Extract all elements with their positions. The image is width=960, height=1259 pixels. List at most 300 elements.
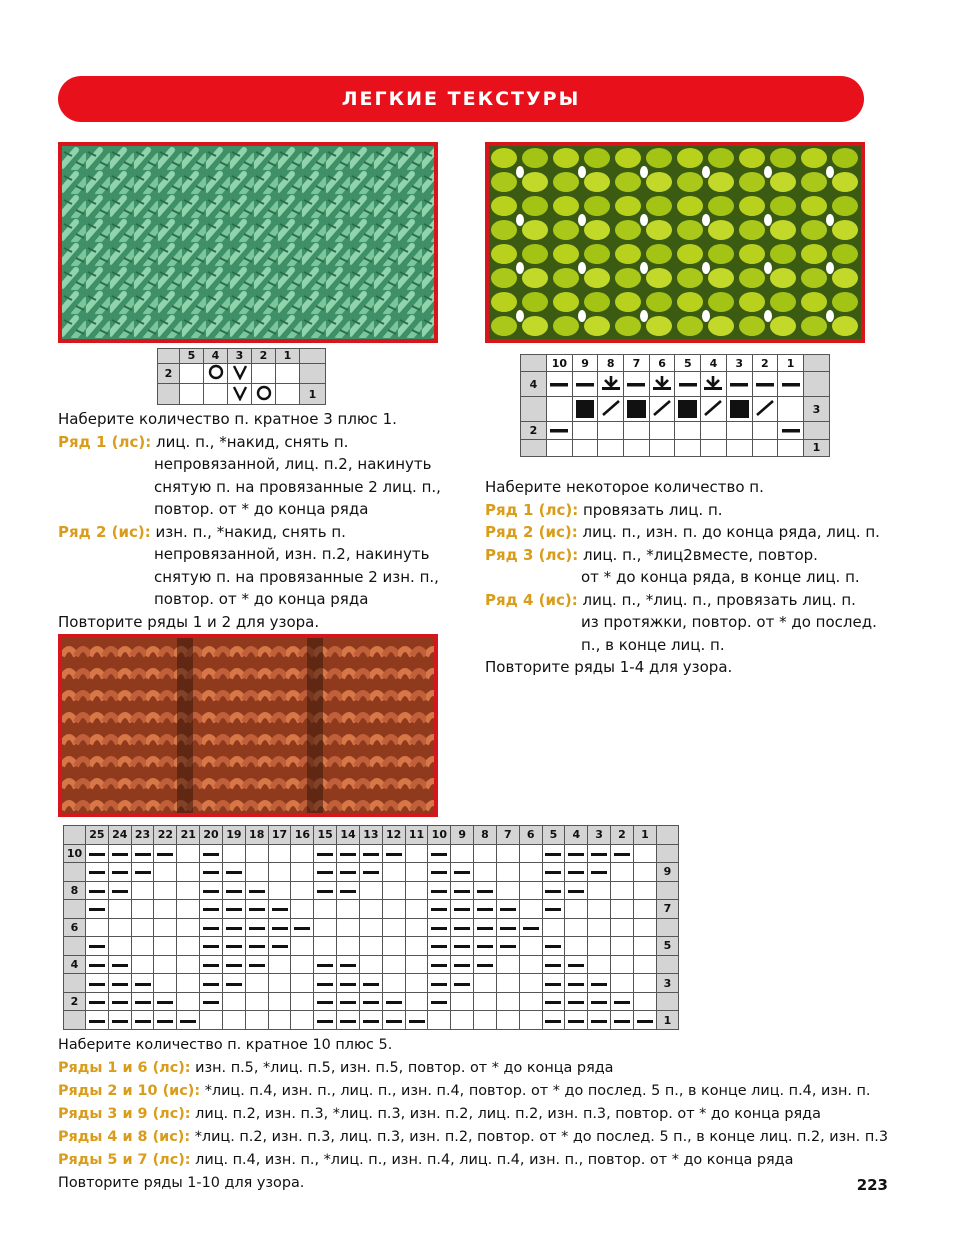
pattern1-repeat: Повторите ряды 1 и 2 для узора. bbox=[58, 612, 320, 631]
chart-cell bbox=[778, 439, 804, 456]
chart-cell bbox=[519, 881, 542, 900]
chart2-col-number: 7 bbox=[624, 355, 650, 372]
chart-cell bbox=[291, 1011, 314, 1030]
chart-cell bbox=[588, 900, 611, 919]
chart-cell bbox=[154, 881, 177, 900]
stitch-dash-symbol bbox=[474, 900, 497, 919]
chart3-row-label bbox=[657, 955, 679, 974]
chart3-row-label: 1 bbox=[657, 1011, 679, 1030]
stitch-dash-symbol bbox=[131, 974, 154, 993]
chart-cell bbox=[474, 863, 497, 882]
chart3-row-label: 8 bbox=[64, 881, 86, 900]
chart1-col-number: 4 bbox=[204, 349, 228, 364]
chart3-row-label bbox=[64, 900, 86, 919]
chart-cell bbox=[245, 992, 268, 1011]
chart2-col-number: 10 bbox=[547, 355, 573, 372]
stitch-dash-symbol bbox=[222, 900, 245, 919]
stitch-dash-symbol bbox=[565, 863, 588, 882]
stitch-dash-symbol bbox=[131, 1011, 154, 1030]
chart-cell bbox=[131, 881, 154, 900]
chart-cell bbox=[611, 900, 634, 919]
chart-cell bbox=[245, 974, 268, 993]
row-label: Ряды 2 и 10 (ис): bbox=[58, 1083, 201, 1099]
chart-cell bbox=[154, 918, 177, 937]
stitch-dash-symbol bbox=[359, 1011, 382, 1030]
chart3-col-number: 2 bbox=[611, 826, 634, 845]
chart-cell bbox=[291, 900, 314, 919]
stitch-dash-symbol bbox=[108, 992, 131, 1011]
chart3-col-number: 23 bbox=[131, 826, 154, 845]
chart-cell bbox=[405, 937, 428, 956]
chart-cell bbox=[649, 439, 675, 456]
chart2-col-number: 6 bbox=[649, 355, 675, 372]
stitch-dash-symbol bbox=[542, 992, 565, 1011]
stitch-dash-symbol bbox=[565, 844, 588, 863]
chart3-col-number: 12 bbox=[382, 826, 405, 845]
chart3-row-label bbox=[657, 918, 679, 937]
chart-cell bbox=[177, 918, 200, 937]
chart-cell bbox=[633, 863, 656, 882]
stitch-dash-symbol bbox=[547, 372, 573, 397]
chart3-col-number: 8 bbox=[474, 826, 497, 845]
stitch-dash-symbol bbox=[314, 1011, 337, 1030]
stitch-dash-symbol bbox=[359, 992, 382, 1011]
swatch-photo-rust bbox=[58, 634, 438, 817]
chart1-row-label: 2 bbox=[158, 363, 180, 384]
chart-cell bbox=[633, 974, 656, 993]
chart-cell bbox=[222, 992, 245, 1011]
stitch-dash-symbol bbox=[222, 881, 245, 900]
stitch-dash-symbol bbox=[200, 974, 223, 993]
chart-cell bbox=[382, 955, 405, 974]
k2tog-symbol bbox=[598, 397, 624, 422]
stitch-dash-symbol bbox=[200, 881, 223, 900]
chart3-col-number: 9 bbox=[451, 826, 474, 845]
chart-cell bbox=[519, 844, 542, 863]
stitch-dash-symbol bbox=[337, 974, 360, 993]
stitch-dash-symbol bbox=[177, 1011, 200, 1030]
stitch-dash-symbol bbox=[542, 863, 565, 882]
chart3-row-label: 6 bbox=[64, 918, 86, 937]
stitch-dash-symbol bbox=[268, 900, 291, 919]
chart-cell bbox=[519, 900, 542, 919]
row-label: Ряд 1 (лс): bbox=[58, 432, 152, 451]
stitch-dash-symbol bbox=[778, 422, 804, 439]
chart3-row-label: 7 bbox=[657, 900, 679, 919]
chart2-col-number: 1 bbox=[778, 355, 804, 372]
chart-cell bbox=[131, 900, 154, 919]
stitch-dash-symbol bbox=[154, 1011, 177, 1030]
chart-cell bbox=[86, 918, 109, 937]
chart-cell bbox=[268, 974, 291, 993]
chart-cell bbox=[572, 439, 598, 456]
chart-pattern-1 bbox=[157, 348, 326, 405]
stitch-dash-symbol bbox=[314, 974, 337, 993]
chart-cell bbox=[588, 918, 611, 937]
stitch-dash-symbol bbox=[451, 937, 474, 956]
chart-cell bbox=[359, 937, 382, 956]
stitch-dash-symbol bbox=[428, 918, 451, 937]
chart1-col-number: 3 bbox=[228, 349, 252, 364]
swatch-photo-lime bbox=[485, 142, 865, 343]
chart-cell bbox=[572, 422, 598, 439]
yarn-over-symbol bbox=[252, 384, 276, 405]
stitch-dash-symbol bbox=[496, 937, 519, 956]
chart-cell bbox=[268, 881, 291, 900]
chart-cell bbox=[428, 1011, 451, 1030]
chart-cell bbox=[131, 937, 154, 956]
row-label: Ряды 3 и 9 (лс): bbox=[58, 1106, 191, 1122]
row-label: Ряд 4 (ис): bbox=[485, 590, 578, 609]
stitch-dash-symbol bbox=[200, 900, 223, 919]
stitch-dash-symbol bbox=[108, 863, 131, 882]
k2tog-symbol bbox=[649, 397, 675, 422]
chart-cell bbox=[154, 955, 177, 974]
stitch-dash-symbol bbox=[291, 918, 314, 937]
chart-cell bbox=[565, 900, 588, 919]
stitch-dash-symbol bbox=[474, 937, 497, 956]
chart3-row-label: 5 bbox=[657, 937, 679, 956]
row-label: Ряд 3 (лс): bbox=[485, 545, 579, 564]
stitch-dash-symbol bbox=[268, 918, 291, 937]
chart-cell bbox=[314, 918, 337, 937]
chart3-col-number: 16 bbox=[291, 826, 314, 845]
chart-cell bbox=[496, 1011, 519, 1030]
stitch-dash-symbol bbox=[428, 974, 451, 993]
stitch-dash-symbol bbox=[314, 955, 337, 974]
chart3-col-number: 21 bbox=[177, 826, 200, 845]
pattern2-row2: Ряд 2 (ис): лиц. п., изн. п. до конца ряда, лиц. п. bbox=[485, 523, 880, 541]
pattern3-rows-2-10: Ряды 2 и 10 (ис): *лиц. п.4, изн. п., лиц. п., изн. п.4, повтор. от * до послед. 5 п., в конце лиц. п.4, изн. п. bbox=[58, 1083, 871, 1099]
stitch-dash-symbol bbox=[86, 992, 109, 1011]
chart-cell bbox=[268, 844, 291, 863]
chart-cell bbox=[496, 844, 519, 863]
stitch-dash-symbol bbox=[86, 863, 109, 882]
no-stitch-symbol bbox=[726, 397, 752, 422]
stitch-dash-symbol bbox=[542, 937, 565, 956]
chart-cell bbox=[633, 844, 656, 863]
chart-cell bbox=[519, 1011, 542, 1030]
stitch-dash-symbol bbox=[474, 955, 497, 974]
chart-cell bbox=[200, 1011, 223, 1030]
stitch-dash-symbol bbox=[359, 863, 382, 882]
stitch-dash-symbol bbox=[382, 844, 405, 863]
chart-cell bbox=[496, 955, 519, 974]
chart-cell bbox=[154, 974, 177, 993]
stitch-dash-symbol bbox=[337, 1011, 360, 1030]
chart-cell bbox=[245, 844, 268, 863]
chart-cell bbox=[633, 992, 656, 1011]
stitch-dash-symbol bbox=[200, 992, 223, 1011]
k2tog-symbol bbox=[701, 397, 727, 422]
stitch-dash-symbol bbox=[200, 918, 223, 937]
chart-cell bbox=[624, 439, 650, 456]
stitch-dash-symbol bbox=[451, 900, 474, 919]
chart-cell bbox=[451, 992, 474, 1011]
stitch-dash-symbol bbox=[611, 1011, 634, 1030]
chart-cell bbox=[359, 900, 382, 919]
chart2-col-number: 2 bbox=[752, 355, 778, 372]
stitch-dash-symbol bbox=[245, 937, 268, 956]
row-label: Ряд 2 (ис): bbox=[485, 523, 578, 541]
stitch-dash-symbol bbox=[337, 844, 360, 863]
stitch-dash-symbol bbox=[611, 844, 634, 863]
stitch-dash-symbol bbox=[675, 372, 701, 397]
stitch-dash-symbol bbox=[496, 918, 519, 937]
chart2-row-label: 4 bbox=[521, 372, 547, 397]
chart-cell bbox=[405, 974, 428, 993]
stitch-dash-symbol bbox=[222, 974, 245, 993]
stitch-dash-symbol bbox=[428, 881, 451, 900]
chart-cell bbox=[177, 844, 200, 863]
pattern1-row2: Ряд 2 (ис): изн. п., *накид, снять п. непровязанной, изн. п.2, накинуть снятую п. на провязанные 2 изн. п., повтор. от * до конца ряда bbox=[58, 522, 439, 608]
stitch-dash-symbol bbox=[542, 881, 565, 900]
stitch-dash-symbol bbox=[86, 1011, 109, 1030]
stitch-dash-symbol bbox=[588, 1011, 611, 1030]
chart-cell bbox=[726, 422, 752, 439]
stitch-dash-symbol bbox=[542, 1011, 565, 1030]
pick-up-stitch-symbol bbox=[649, 372, 675, 397]
stitch-dash-symbol bbox=[588, 863, 611, 882]
row-label: Ряды 1 и 6 (лс): bbox=[58, 1060, 191, 1076]
chart-cell bbox=[291, 974, 314, 993]
chart3-col-number: 7 bbox=[496, 826, 519, 845]
chart-cell bbox=[268, 1011, 291, 1030]
chart-cell bbox=[496, 974, 519, 993]
chart-pattern-2 bbox=[520, 354, 830, 457]
stitch-dash-symbol bbox=[222, 863, 245, 882]
chart-cell bbox=[611, 881, 634, 900]
chart3-col-number: 1 bbox=[633, 826, 656, 845]
chart2-col-number: 5 bbox=[675, 355, 701, 372]
pattern2-repeat: Повторите ряды 1-4 для узора. bbox=[485, 658, 733, 676]
chart-cell bbox=[588, 881, 611, 900]
chart-cell bbox=[405, 881, 428, 900]
chart3-col-number: 11 bbox=[405, 826, 428, 845]
chart3-col-number: 24 bbox=[108, 826, 131, 845]
chart-cell bbox=[268, 955, 291, 974]
stitch-dash-symbol bbox=[337, 955, 360, 974]
chart-cell bbox=[359, 918, 382, 937]
stitch-dash-symbol bbox=[245, 881, 268, 900]
pattern2-row3: Ряд 3 (лс): лиц. п., *лиц2вместе, повтор. от * до конца ряда, в конце лиц. п. bbox=[485, 545, 860, 586]
chart-cell bbox=[519, 992, 542, 1011]
chart-cell bbox=[177, 863, 200, 882]
chart3-col-number: 18 bbox=[245, 826, 268, 845]
stitch-dash-symbol bbox=[428, 844, 451, 863]
chart2-col-number: 9 bbox=[572, 355, 598, 372]
chart3-row-label bbox=[64, 863, 86, 882]
chart-cell bbox=[519, 955, 542, 974]
chart2-col-number: 8 bbox=[598, 355, 624, 372]
stitch-dash-symbol bbox=[222, 955, 245, 974]
chart-cell bbox=[542, 918, 565, 937]
chart-cell bbox=[611, 937, 634, 956]
chart-cell bbox=[611, 974, 634, 993]
chart-cell bbox=[337, 900, 360, 919]
slip-stitch-symbol bbox=[228, 384, 252, 405]
chart-cell bbox=[359, 881, 382, 900]
stitch-dash-symbol bbox=[547, 422, 573, 439]
chart-cell bbox=[291, 881, 314, 900]
chart-cell bbox=[382, 974, 405, 993]
stitch-dash-symbol bbox=[405, 1011, 428, 1030]
chart-cell bbox=[405, 918, 428, 937]
chart3-col-number: 17 bbox=[268, 826, 291, 845]
stitch-dash-symbol bbox=[86, 974, 109, 993]
chart-cell bbox=[359, 955, 382, 974]
stitch-dash-symbol bbox=[86, 955, 109, 974]
chart-cell bbox=[154, 863, 177, 882]
stitch-dash-symbol bbox=[451, 863, 474, 882]
stitch-dash-symbol bbox=[565, 881, 588, 900]
chart-cell bbox=[701, 439, 727, 456]
stitch-dash-symbol bbox=[451, 881, 474, 900]
pattern2-row4: Ряд 4 (ис): лиц. п., *лиц. п., провязать лиц. п. из протяжки, повтор. от * до послед. п., в конце лиц. п. bbox=[485, 590, 877, 654]
chart-cell bbox=[314, 900, 337, 919]
chart3-col-number: 14 bbox=[337, 826, 360, 845]
chart-cell bbox=[752, 439, 778, 456]
stitch-dash-symbol bbox=[778, 372, 804, 397]
section-title: ЛЕГКИЕ ТЕКСТУРЫ bbox=[341, 88, 581, 110]
stitch-dash-symbol bbox=[314, 881, 337, 900]
stitch-dash-symbol bbox=[154, 844, 177, 863]
chart-cell bbox=[474, 1011, 497, 1030]
stitch-dash-symbol bbox=[86, 844, 109, 863]
chart-cell bbox=[611, 955, 634, 974]
chart-cell bbox=[588, 937, 611, 956]
stitch-dash-symbol bbox=[633, 1011, 656, 1030]
stitch-dash-symbol bbox=[131, 863, 154, 882]
chart-cell bbox=[496, 863, 519, 882]
chart-cell bbox=[382, 863, 405, 882]
chart3-col-number: 22 bbox=[154, 826, 177, 845]
chart2-row-label: 3 bbox=[804, 397, 830, 422]
chart2-col-number: 4 bbox=[701, 355, 727, 372]
stitch-dash-symbol bbox=[108, 881, 131, 900]
stitch-dash-symbol bbox=[542, 974, 565, 993]
stitch-dash-symbol bbox=[131, 992, 154, 1011]
k2tog-symbol bbox=[752, 397, 778, 422]
chart-cell bbox=[474, 974, 497, 993]
stitch-dash-symbol bbox=[428, 937, 451, 956]
chart-cell bbox=[565, 937, 588, 956]
pattern3-rows-3-9: Ряды 3 и 9 (лс): лиц. п.2, изн. п.3, *лиц. п.3, изн. п.2, лиц. п.2, изн. п.3, повтор. от * до конца ряда bbox=[58, 1106, 821, 1122]
chart-cell bbox=[291, 955, 314, 974]
chart-cell bbox=[108, 900, 131, 919]
stitch-dash-symbol bbox=[200, 863, 223, 882]
pattern1-instructions bbox=[58, 408, 441, 633]
stitch-dash-symbol bbox=[752, 372, 778, 397]
chart-cell bbox=[154, 900, 177, 919]
chart3-col-number: 3 bbox=[588, 826, 611, 845]
stitch-dash-symbol bbox=[337, 881, 360, 900]
stitch-dash-symbol bbox=[268, 937, 291, 956]
chart-pattern-3 bbox=[63, 825, 679, 1030]
chart2-col-number: 3 bbox=[726, 355, 752, 372]
chart-cell bbox=[496, 881, 519, 900]
yarn-over-symbol bbox=[204, 363, 228, 384]
chart-cell bbox=[598, 439, 624, 456]
stitch-dash-symbol bbox=[451, 918, 474, 937]
pattern3-repeat: Повторите ряды 1-10 для узора. bbox=[58, 1175, 305, 1191]
chart-cell bbox=[405, 900, 428, 919]
stitch-dash-symbol bbox=[200, 844, 223, 863]
chart-cell bbox=[633, 937, 656, 956]
chart3-row-label: 9 bbox=[657, 863, 679, 882]
stitch-dash-symbol bbox=[542, 955, 565, 974]
stitch-dash-symbol bbox=[314, 844, 337, 863]
stitch-dash-symbol bbox=[245, 900, 268, 919]
stitch-dash-symbol bbox=[154, 992, 177, 1011]
stitch-dash-symbol bbox=[572, 372, 598, 397]
stitch-dash-symbol bbox=[588, 974, 611, 993]
chart-cell bbox=[268, 863, 291, 882]
stitch-dash-symbol bbox=[588, 844, 611, 863]
stitch-dash-symbol bbox=[451, 955, 474, 974]
stitch-dash-symbol bbox=[382, 992, 405, 1011]
stitch-dash-symbol bbox=[588, 992, 611, 1011]
chart3-col-number: 25 bbox=[86, 826, 109, 845]
stitch-dash-symbol bbox=[542, 844, 565, 863]
pattern3-rows-1-6: Ряды 1 и 6 (лс): изн. п.5, *лиц. п.5, изн. п.5, повтор. от * до конца ряда bbox=[58, 1060, 614, 1076]
chart-cell bbox=[382, 881, 405, 900]
chart3-row-label bbox=[657, 881, 679, 900]
chart-cell bbox=[131, 918, 154, 937]
chart-cell bbox=[701, 422, 727, 439]
chart3-row-label: 10 bbox=[64, 844, 86, 863]
chart-cell bbox=[337, 918, 360, 937]
stitch-dash-symbol bbox=[108, 974, 131, 993]
stitch-dash-symbol bbox=[565, 955, 588, 974]
no-stitch-symbol bbox=[572, 397, 598, 422]
stitch-dash-symbol bbox=[519, 918, 542, 937]
pattern3-rows-5-7: Ряды 5 и 7 (лс): лиц. п.4, изн. п., *лиц. п., изн. п.4, лиц. п.4, изн. п., повтор. от * до конца ряда bbox=[58, 1152, 794, 1168]
chart3-row-label: 2 bbox=[64, 992, 86, 1011]
stitch-dash-symbol bbox=[86, 881, 109, 900]
stitch-dash-symbol bbox=[359, 974, 382, 993]
section-banner bbox=[58, 76, 864, 122]
row-label: Ряд 1 (лс): bbox=[485, 500, 579, 519]
chart3-col-number: 6 bbox=[519, 826, 542, 845]
row-label: Ряды 5 и 7 (лс): bbox=[58, 1152, 191, 1168]
pick-up-stitch-symbol bbox=[598, 372, 624, 397]
chart3-col-number: 20 bbox=[200, 826, 223, 845]
chart3-row-label: 3 bbox=[657, 974, 679, 993]
stitch-dash-symbol bbox=[86, 900, 109, 919]
pick-up-stitch-symbol bbox=[701, 372, 727, 397]
chart-cell bbox=[291, 844, 314, 863]
chart1-row-label: 1 bbox=[300, 384, 326, 405]
stitch-dash-symbol bbox=[565, 992, 588, 1011]
no-stitch-symbol bbox=[675, 397, 701, 422]
stitch-dash-symbol bbox=[200, 937, 223, 956]
chart-cell bbox=[675, 439, 701, 456]
chart-cell bbox=[222, 1011, 245, 1030]
chart-cell bbox=[405, 992, 428, 1011]
chart-cell bbox=[154, 937, 177, 956]
chart3-row-label bbox=[64, 1011, 86, 1030]
stitch-dash-symbol bbox=[314, 992, 337, 1011]
chart-cell bbox=[382, 918, 405, 937]
stitch-dash-symbol bbox=[314, 863, 337, 882]
chart-cell bbox=[726, 439, 752, 456]
stitch-dash-symbol bbox=[245, 918, 268, 937]
stitch-dash-symbol bbox=[108, 955, 131, 974]
stitch-dash-symbol bbox=[474, 918, 497, 937]
chart2-row-label: 2 bbox=[521, 422, 547, 439]
chart-cell bbox=[291, 863, 314, 882]
